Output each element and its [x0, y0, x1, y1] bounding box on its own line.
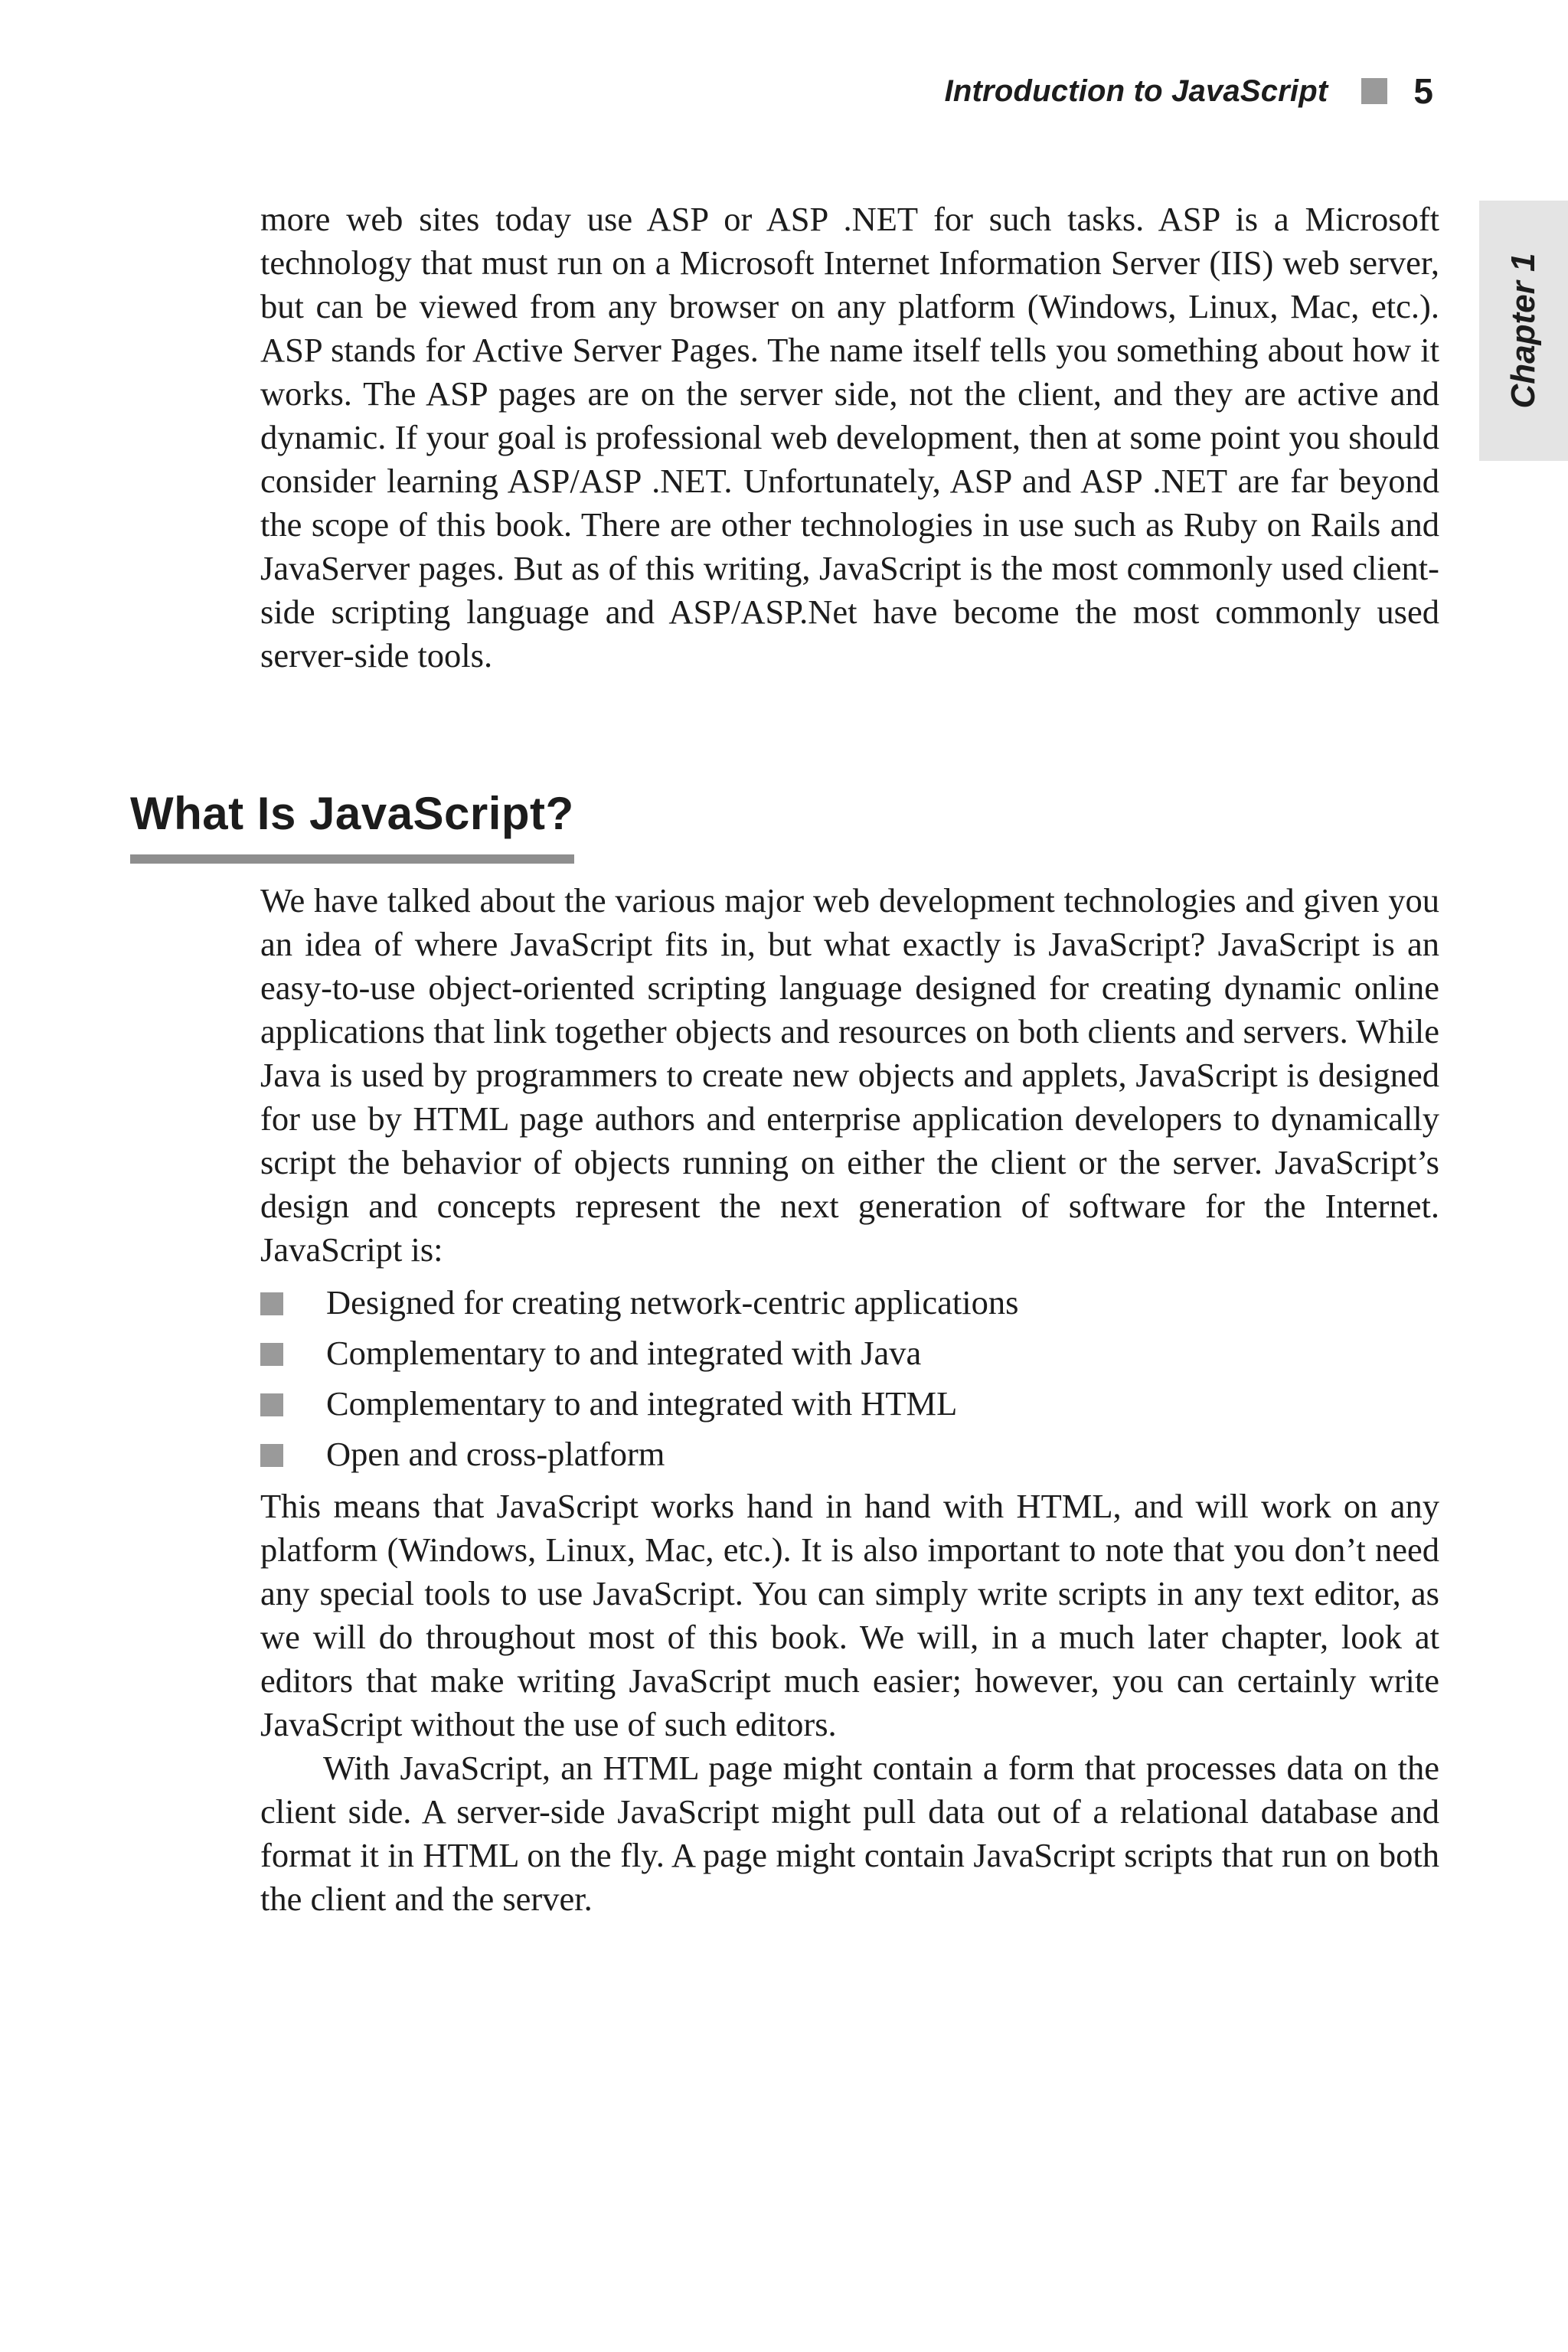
bullet-square-icon: [260, 1292, 283, 1315]
list-item: [260, 1328, 1439, 1378]
chapter-tab: [1479, 201, 1568, 461]
chapter-tab-label: Chapter 1: [1504, 253, 1542, 409]
intro-paragraph: more web sites today use ASP or ASP .NET for such tasks. ASP is a Microsoft technology that must run on a Microsoft Internet Information Server (IIS) web server, but can be viewed from any browser on any platform (Windows, Linux, Mac, etc.). ASP stands for Active Server Pages. The name itself tells you something about how it works. The ASP pages are on the server side, not the client, and they are active and dynamic. If your goal is professional web development, then at some point you should consider learning ASP/ASP .NET. Unfortunately, ASP and ASP .NET are far beyond the scope of this book. There are other technologies in use such as Ruby on Rails and JavaServer pages. But as of this writing, JavaScript is the most commonly used client-side scripting language and ASP/ASP.Net have become the most commonly used server-side tools.: [260, 200, 1439, 675]
list-item: [260, 1429, 1439, 1479]
bullet-square-icon: [260, 1343, 283, 1366]
list-item-text: Open and cross-platform: [326, 1435, 665, 1473]
header-square-icon: [1361, 78, 1387, 104]
page-number: 5: [1413, 71, 1433, 111]
section-paragraph-3: With JavaScript, an HTML page might contain a form that processes data on the client side. A server-side JavaScript might pull data out of a relational database and format it in HTML on the fly. A page might contain JavaScript scripts that run on both the client and the server.: [260, 1749, 1439, 1918]
intro-text-block: [260, 198, 1439, 678]
list-item-text: Complementary to and integrated with Java: [326, 1334, 922, 1372]
list-item: [260, 1277, 1439, 1328]
section-paragraph-1: We have talked about the various major web development technologies and given you an idea of where JavaScript fits in, but what exactly is JavaScript? JavaScript is an easy-to-use object-oriented scripting language designed for creating dynamic online applications that link together objects and resources on both clients and servers. While Java is used by programmers to create new objects and applets, JavaScript is designed for use by HTML page authors and enterprise application developers to dynamically script the behavior of objects running on either the client or the server. JavaScript’s design and concepts represent the next generation of software for the Internet. JavaScript is:: [260, 881, 1439, 1269]
feature-list: [260, 1277, 1439, 1479]
bullet-square-icon: [260, 1393, 283, 1416]
section-body: [260, 879, 1439, 1921]
running-header-title: Introduction to JavaScript: [944, 74, 1328, 108]
list-item-text: Complementary to and integrated with HTML: [326, 1384, 958, 1423]
list-item: [260, 1378, 1439, 1429]
section-heading: What Is JavaScript?: [130, 779, 574, 864]
bullet-square-icon: [260, 1444, 283, 1467]
section-paragraph-2: This means that JavaScript works hand in hand with HTML, and will work on any platform (Windows, Linux, Mac, etc.). It is also important to note that you don’t need any special tools to use JavaScript. You can simply write scripts in any text editor, as we will do throughout most of this book. We will, in a much later chapter, look at editors that make writing JavaScript much easier; however, you can certainly write JavaScript without the use of such editors.: [260, 1487, 1439, 1743]
running-header: [945, 70, 1433, 112]
list-item-text: Designed for creating network-centric applications: [326, 1283, 1019, 1321]
